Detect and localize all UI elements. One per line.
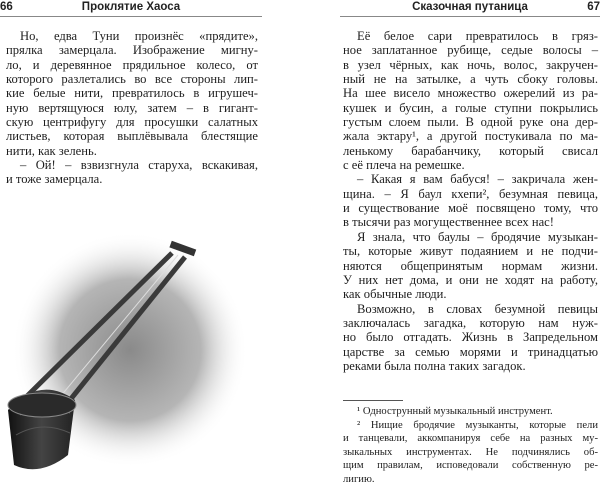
running-header (0, 0, 262, 17)
running-title: Сказочная путаница (412, 1, 528, 13)
text-line: Но, едва Туни произнёс «прядите», (20, 29, 258, 43)
text-line: нити, как зелень. (6, 143, 97, 158)
text-line: – Какая я вам бабуся! – закричала жен- (357, 172, 598, 187)
footnote-line: и танцевали, аккомпанируя себе на разных му- (343, 433, 598, 445)
running-header (340, 0, 600, 17)
text-line: кушек и бусин, а голые ступни покрылись (343, 100, 598, 115)
body-text (6, 29, 258, 187)
footnotes (343, 405, 598, 487)
text-line: но было отгадать. Жизнь в Запредельном (343, 330, 598, 345)
left-page (0, 0, 262, 482)
running-title: Проклятие Хаоса (81, 1, 181, 13)
text-line: У них нет дома, и они не ходят на работу, (343, 272, 598, 287)
text-line: жала эктару¹, а другой постукивала по ма- (343, 129, 598, 144)
footnote-line: щим правилам, исповедовали собственную ре- (343, 460, 598, 472)
right-page (340, 0, 600, 485)
text-line: и тоже замерцала. (6, 172, 103, 187)
footnote-divider (343, 400, 403, 401)
text-line: ную вертящуюся юлу, затем – в гигант- (6, 100, 258, 115)
text-line: скую центрифугу для просушки салатных (6, 115, 258, 130)
text-line: На шее висело множество ожерелий из ра- (343, 86, 598, 101)
text-line: ты, которые живут подаянием и не подчи- (343, 244, 598, 259)
text-line: Её белое сари превратилось в гряз- (357, 29, 598, 43)
text-line: щина. – Я баул кхепи², безумная певица, (343, 186, 598, 201)
text-line: в тысячи раз могущественнее всех нас! (343, 215, 554, 230)
text-line: Возможно, в словах безумной певицы (357, 301, 598, 316)
page-number: 67 (587, 1, 600, 13)
text-line: кие белые нити, превратилось в игрушеч- (6, 86, 258, 101)
text-line: как обычные люди. (343, 287, 447, 302)
footnote-line: ² Нищие бродячие музыканты, которые пели (357, 419, 598, 431)
footnote-line: лигию. (343, 473, 375, 485)
text-line: прялка замерцала. Изображение мигну- (6, 43, 258, 58)
footnote-line: зыкальных инструментах. Не подчинялись об- (343, 446, 598, 458)
ektara-illustration (0, 215, 262, 482)
text-line: ло, и деревянное прядильное колесо, от (6, 57, 258, 72)
text-line: реками была полна таких загадок. (343, 358, 526, 373)
footnote-line: ¹ Однострунный музыкальный инструмент. (357, 406, 553, 417)
text-line: с её плеча на ремешке. (343, 158, 465, 173)
text-line: ное заплатанное рубище, седые волосы – (343, 43, 598, 58)
text-line: ный не на затылке, а чуть сбоку головы. (343, 72, 598, 87)
text-line: листьев, которая выплёвывала блестящие (6, 129, 258, 144)
text-line: в узел чёрных, как ночь, волос, закручен- (343, 57, 598, 72)
text-line: густым слоем пыли. В одной руке она дер- (343, 115, 598, 130)
text-line: и существование моё посвящено тому, что (343, 201, 598, 216)
text-line: которого разлетались во все стороны лип- (6, 72, 258, 87)
text-line: заключалась загадка, которую нам нуж- (343, 315, 598, 330)
text-line: – Ой! – взвизгнула старуха, вскакивая, (20, 158, 258, 173)
body-text (343, 29, 598, 373)
text-line: ленькому барабанчику, который свисал (343, 143, 598, 158)
page-number: 66 (0, 1, 13, 13)
text-line: царстве за семью морями и тринадцатью (343, 344, 598, 359)
text-line: няются общепринятым нормам жизни. (343, 258, 598, 273)
text-line: Я знала, что баулы – бродячие музыкан- (357, 229, 598, 244)
